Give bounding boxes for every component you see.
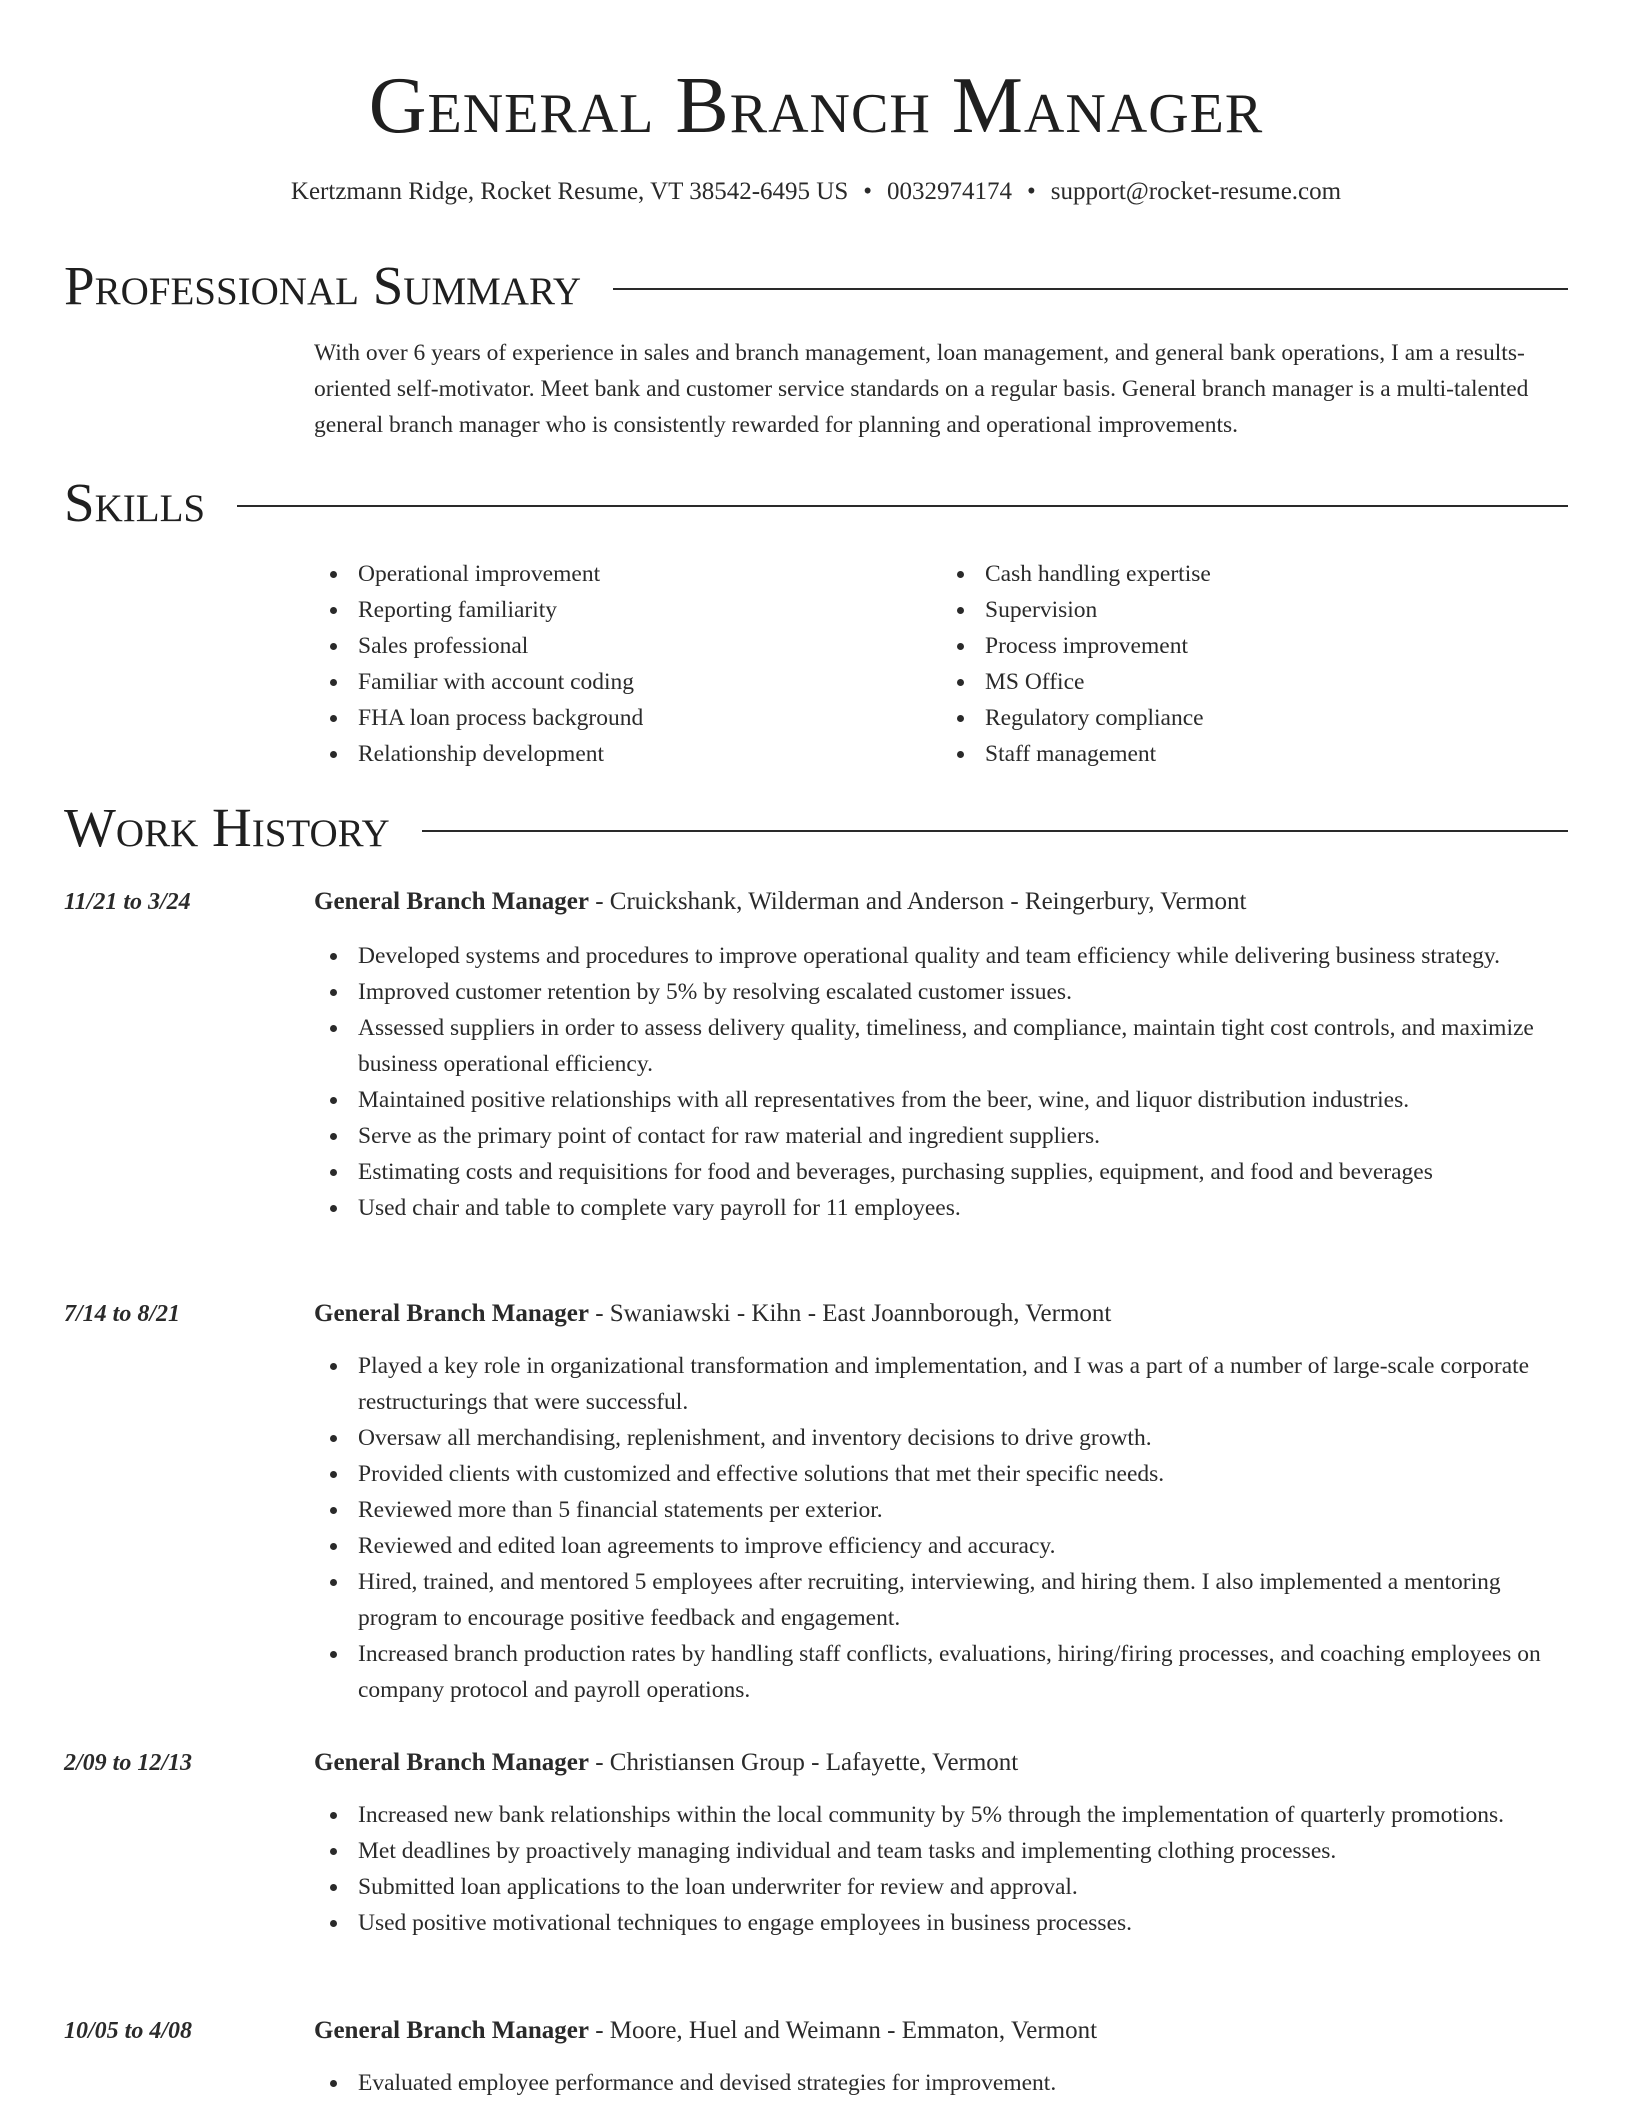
job-separator: - [1004, 888, 1025, 915]
job-separator: - [804, 1749, 826, 1776]
job-separator: - [588, 1749, 610, 1776]
job-company: Cruickshank, Wilderman and Anderson [609, 888, 1005, 915]
skill-item: Sales professional [358, 628, 941, 664]
skills-list [314, 556, 1568, 772]
skills-column-left [314, 556, 941, 772]
job-bullet: Increased branch production rates by handling staff conflicts, evaluations, hiring/firing processes, and coaching employees on company protocol and payroll operations. [358, 1636, 1568, 1708]
job-header [64, 2011, 1568, 2051]
job-bullet: Reviewed and edited loan agreements to improve efficiency and accuracy. [358, 1528, 1568, 1564]
job-bullet: Reviewed more than 5 financial statements per exterior. [358, 1492, 1568, 1528]
skill-item: Cash handling expertise [985, 556, 1568, 592]
section-work-history [64, 793, 1568, 863]
job-header [64, 1743, 1568, 1783]
job-title-line [314, 2011, 1097, 2051]
job-title-line [314, 1743, 1018, 1783]
job-title-line [314, 1294, 1111, 1334]
candidate-name: General Branch Manager [368, 62, 1264, 150]
skill-item: Process improvement [985, 628, 1568, 664]
job-bullet: Oversaw all merchandising, replenishment, and inventory decisions to drive growth. [358, 1420, 1568, 1456]
contact-phone: 0032974174 [887, 178, 1013, 205]
section-title: Skills [64, 472, 206, 533]
job-separator: - [880, 2017, 902, 2044]
job-title: General Branch Manager [314, 1749, 589, 1776]
section-skills [64, 468, 1568, 538]
job-bullet: Used positive motivational techniques to engage employees in business processes. [358, 1905, 1568, 1941]
section-rule [613, 288, 1568, 290]
job-bullet: Increased new bank relationships within the local community by 5% through the implementation of quarterly promotions. [358, 1797, 1568, 1833]
job-bullet: Submitted loan applications to the loan underwriter for review and approval. [358, 1869, 1568, 1905]
job-entry [64, 1743, 1568, 1941]
summary-text: With over 6 years of experience in sales and branch management, loan management, and general bank operations, I am a results-oriented self-motivator. Meet bank and customer service standards on a regular basis. General branch manager is a multi-talented general branch manager who is consistently rewarded for planning and operational improvements. [314, 340, 1529, 438]
job-bullet: Maintained positive relationships with all representatives from the beer, wine, and liquor distribution industries. [358, 1082, 1568, 1118]
job-bullet: Developed systems and procedures to improve operational quality and team efficiency while delivering business strategy. [358, 938, 1568, 974]
skill-item: FHA loan process background [358, 700, 941, 736]
job-separator: - [588, 888, 610, 915]
job-bullet: Met deadlines by proactively managing individual and team tasks and implementing clothing processes. [358, 1833, 1568, 1869]
job-bullet: Serve as the primary point of contact for raw material and ingredient suppliers. [358, 1118, 1568, 1154]
skill-item: Relationship development [358, 736, 941, 772]
job-separator: - [588, 2017, 610, 2044]
contact-email: support@rocket-resume.com [1050, 178, 1342, 205]
contact-separator: • [1027, 178, 1036, 205]
job-bullet: Estimating costs and requisitions for food and beverages, purchasing supplies, equipment, and food and beverages [358, 1154, 1568, 1190]
job-location: Reingerbury, Vermont [1024, 888, 1247, 915]
skill-item: Regulatory compliance [985, 700, 1568, 736]
job-bullets [64, 1797, 1568, 1941]
job-header [64, 1294, 1568, 1334]
job-title: General Branch Manager [314, 888, 589, 915]
section-rule [422, 830, 1568, 832]
job-entry [64, 1294, 1568, 1708]
section-title: Professional Summary [64, 255, 582, 316]
job-location: Emmaton, Vermont [901, 2017, 1098, 2044]
job-location: East Joannborough, Vermont [822, 1300, 1112, 1327]
job-bullet: Hired, trained, and mentored 5 employees after recruiting, interviewing, and hiring them. I also implemented a mentoring program to encourage positive feedback and engagement. [358, 1564, 1568, 1636]
job-title-line [314, 882, 1246, 922]
job-title: General Branch Manager [314, 1300, 589, 1327]
skill-item: Reporting familiarity [358, 592, 941, 628]
contact-line [0, 176, 1632, 208]
skill-item: MS Office [985, 664, 1568, 700]
contact-address: Kertzmann Ridge, Rocket Resume, VT 38542-6495 US [290, 178, 849, 205]
job-entry [64, 882, 1568, 1226]
skill-item: Staff management [985, 736, 1568, 772]
job-title: General Branch Manager [314, 2017, 589, 2044]
job-bullet: Provided clients with customized and effective solutions that met their specific needs. [358, 1456, 1568, 1492]
skill-item: Supervision [985, 592, 1568, 628]
job-bullets [64, 2065, 1568, 2101]
job-company: Moore, Huel and Weimann [609, 2017, 881, 2044]
job-dates: 7/14 to 8/21 [64, 1301, 181, 1327]
job-separator: - [801, 1300, 823, 1327]
job-dates: 2/09 to 12/13 [64, 1750, 193, 1776]
section-title: Work History [64, 797, 390, 858]
job-entry [64, 2011, 1568, 2101]
job-header [64, 882, 1568, 922]
section-professional-summary [64, 251, 1568, 321]
job-dates: 11/21 to 3/24 [64, 889, 191, 915]
job-dates: 10/05 to 4/08 [64, 2018, 193, 2044]
job-bullet: Improved customer retention by 5% by resolving escalated customer issues. [358, 974, 1568, 1010]
job-location: Lafayette, Vermont [825, 1749, 1019, 1776]
job-bullet: Assessed suppliers in order to assess delivery quality, timeliness, and compliance, maintain tight cost controls, and maximize business operational efficiency. [358, 1010, 1568, 1082]
job-bullet: Played a key role in organizational transformation and implementation, and I was a part of a number of large-scale corporate restructurings that were successful. [358, 1348, 1568, 1420]
job-bullets [64, 1348, 1568, 1708]
job-bullets [64, 938, 1568, 1226]
job-bullet: Evaluated employee performance and devised strategies for improvement. [358, 2065, 1568, 2101]
job-company: Christiansen Group [609, 1749, 805, 1776]
job-bullet: Used chair and table to complete vary payroll for 11 employees. [358, 1190, 1568, 1226]
section-rule [237, 505, 1568, 507]
contact-separator: • [863, 178, 873, 205]
skill-item: Operational improvement [358, 556, 941, 592]
job-separator: - [588, 1300, 610, 1327]
skills-column-right [941, 556, 1568, 772]
job-company: Swaniawski - Kihn [609, 1300, 802, 1327]
skill-item: Familiar with account coding [358, 664, 941, 700]
